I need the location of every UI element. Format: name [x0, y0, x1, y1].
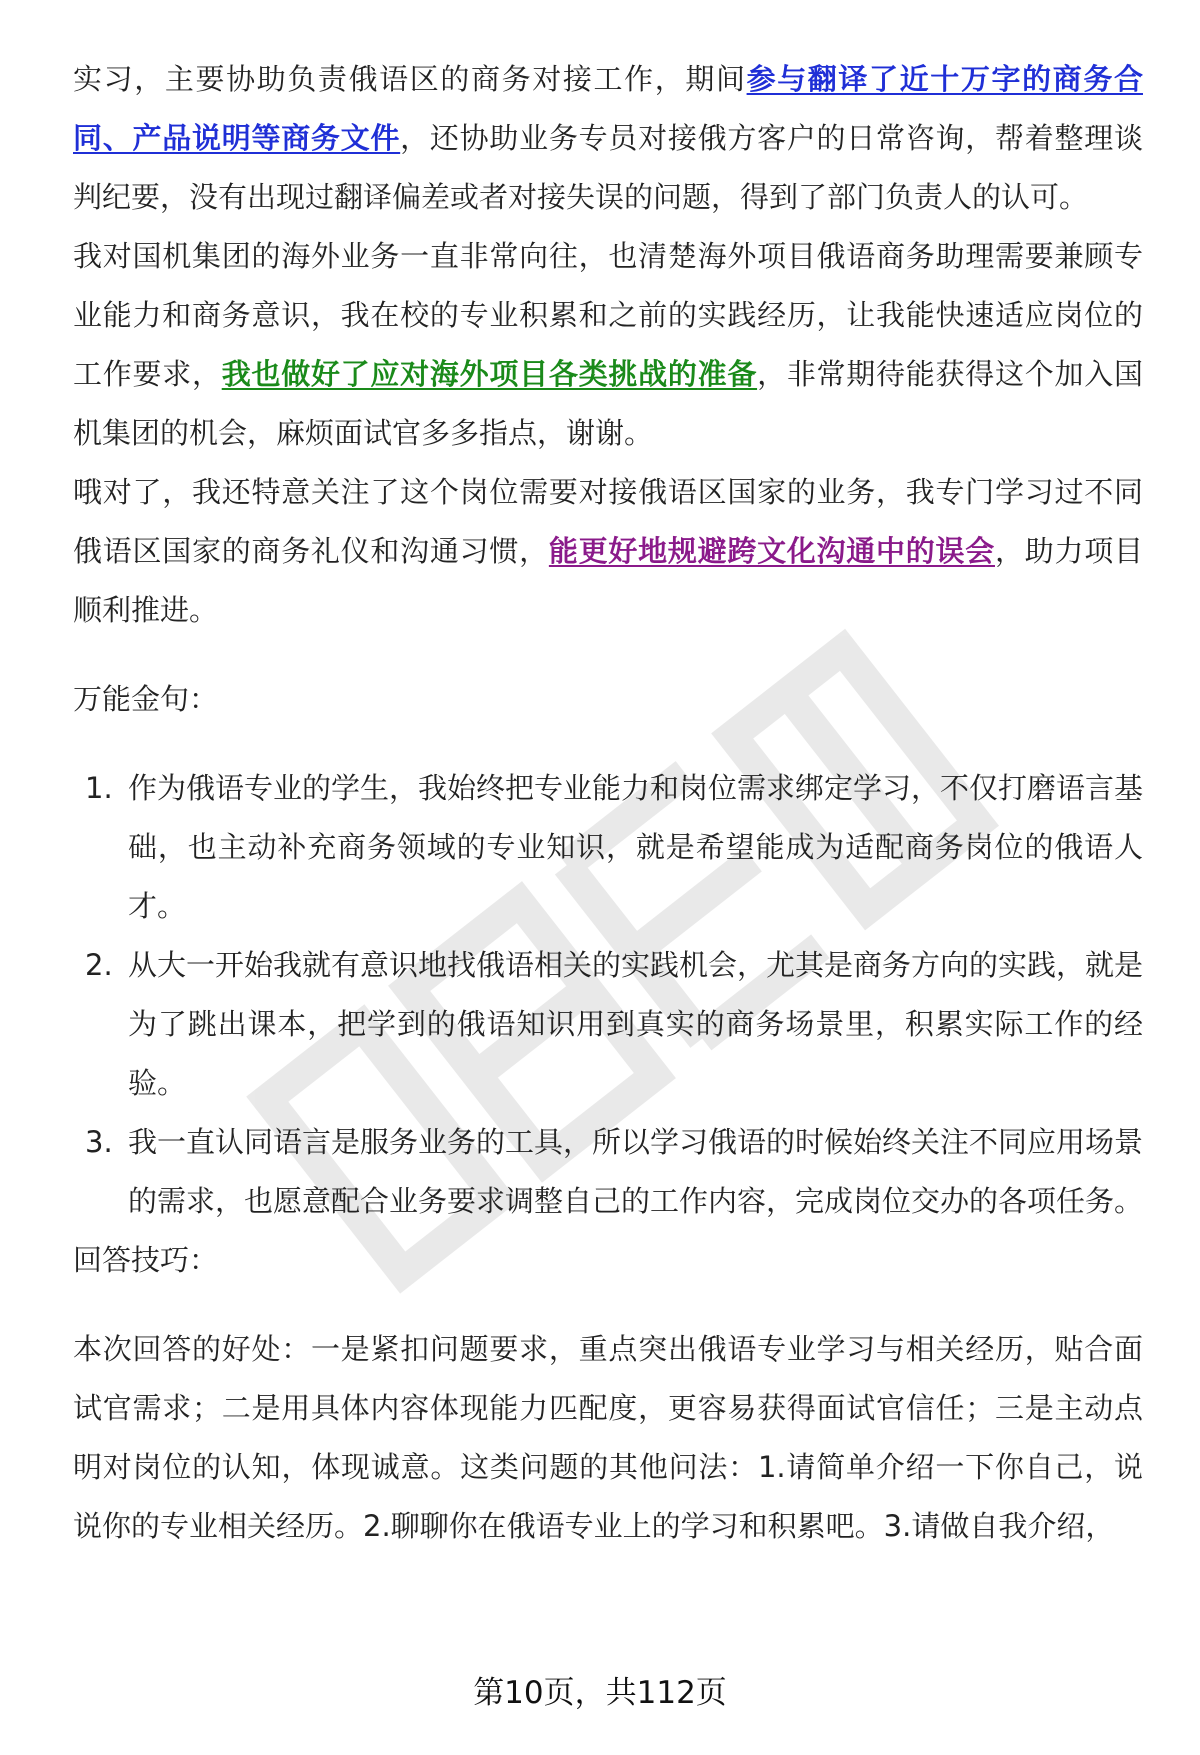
- list-item: [73, 1113, 1143, 1231]
- paragraph-culture: [73, 463, 1143, 640]
- paragraph-text: 哦对了，我还特意关注了这个岗位需要对接俄语区国家的业务，我专门学习过不同俄语区国家的商务礼仪和沟通习惯，: [73, 475, 1143, 568]
- paragraph-text: ，还协助业务专员对接俄方客户的日常咨询，帮着整理谈判纪要，没有出现过翻译偏差或者对接失误的问题，得到了部门负责人的认可。: [73, 121, 1143, 214]
- paragraph-text: 我对国机集团的海外业务一直非常向往，也清楚海外项目俄语商务助理需要兼顾专业能力和商务意识，我在校的专业积累和之前的实践经历，让我能快速适应岗位的工作要求，: [73, 239, 1143, 391]
- golden-sentences-heading: 万能金句：: [73, 682, 219, 716]
- highlight-culture: 能更好地规避跨文化沟通中的误会: [548, 534, 995, 568]
- tips-heading: 回答技巧：: [73, 1243, 219, 1277]
- list-item: [73, 759, 1143, 936]
- list-text: 作为俄语专业的学生，我始终把专业能力和岗位需求绑定学习，不仅打磨语言基础，也主动补充商务领域的专业知识，就是希望能成为适配商务岗位的俄语人才。: [128, 771, 1144, 923]
- list-item: [73, 936, 1143, 1113]
- golden-sentences-list: [73, 759, 1143, 1231]
- paragraph-text: 实习，主要协助负责俄语区的商务对接工作，期间: [73, 62, 747, 96]
- paragraph-text: ，助力项目顺利推进。: [73, 534, 1143, 627]
- list-number: 3.: [85, 1125, 113, 1159]
- paragraph-aspiration: [73, 227, 1143, 463]
- tips-paragraph: 本次回答的好处：一是紧扣问题要求，重点突出俄语专业学习与相关经历，贴合面试官需求；二是用具体内容体现能力匹配度，更容易获得面试官信任；三是主动点明对岗位的认知，体现诚意。这类问题的其他问法：1.请简单介绍一下你自己，说说你的专业相关经历。2.聊聊你在俄语专业上的学习和积累吧。3.请做自我介绍，: [73, 1332, 1143, 1543]
- list-text: 从大一开始我就有意识地找俄语相关的实践机会，尤其是商务方向的实践，就是为了跳出课本，把学到的俄语知识用到真实的商务场景里，积累实际工作的经验。: [128, 948, 1144, 1100]
- list-number: 2.: [85, 948, 113, 982]
- highlight-ready: 我也做好了应对海外项目各类挑战的准备: [221, 357, 758, 391]
- page-number: 第10页，共112页: [473, 1675, 727, 1711]
- highlight-translation: 参与翻译了近十万字的商务合同、产品说明等商务文件: [73, 62, 1143, 155]
- list-number: 1.: [85, 771, 113, 805]
- paragraph-text: ，非常期待能获得这个加入国机集团的机会，麻烦面试官多多指点，谢谢。: [73, 357, 1143, 450]
- list-text: 我一直认同语言是服务业务的工具，所以学习俄语的时候始终关注不同应用场景的需求，也愿意配合业务要求调整自己的工作内容，完成岗位交办的各项任务。: [128, 1125, 1144, 1218]
- paragraph-internship: [73, 50, 1143, 227]
- document-page: [73, 50, 1143, 1556]
